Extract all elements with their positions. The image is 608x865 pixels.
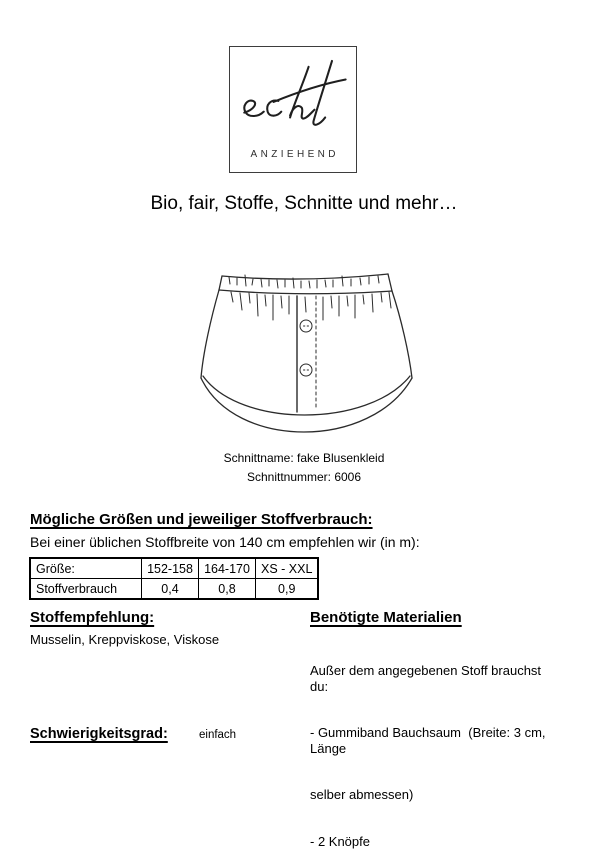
materials-line: selber abmessen) <box>310 787 414 802</box>
garment-sketch <box>195 268 417 442</box>
brand-logo-box <box>229 46 357 173</box>
brand-script-echt-icon <box>234 59 352 137</box>
sizes-section-heading: Mögliche Größen und jeweiliger Stoffverbrauch: <box>30 511 373 528</box>
materials-section-body <box>310 632 560 865</box>
materials-line: - 2 Knöpfe <box>310 833 370 849</box>
table-cell: 0,9 <box>256 579 319 600</box>
difficulty-value: einfach <box>199 729 237 741</box>
materials-section-heading: Benötigte Materialien <box>310 609 462 626</box>
table-cell-consumption-label: Stoffverbrauch <box>30 579 142 600</box>
table-cell: 0,4 <box>142 579 199 600</box>
table-row <box>30 558 318 579</box>
table-row <box>30 579 318 600</box>
table-cell: 0,8 <box>199 579 256 600</box>
pattern-number: Schnittnummer: 6006 <box>246 470 362 484</box>
table-cell-size-label: Größe: <box>30 558 142 579</box>
fabric-consumption-table <box>29 557 319 600</box>
materials-line: - Gummiband Bauchsaum (Breite: 3 cm, Länge <box>310 725 550 756</box>
table-cell: XS - XXL <box>256 558 319 579</box>
difficulty-heading: Schwierigkeitsgrad: <box>30 726 168 742</box>
sizes-section-intro: Bei einer üblichen Stoffbreite von 140 cm empfehlen wir (in m): <box>30 534 420 550</box>
fabric-section-heading: Stoffempfehlung: <box>30 609 155 626</box>
brand-wordmark: ANZIEHEND <box>250 149 339 160</box>
tagline: Bio, fair, Stoffe, Schnitte und mehr… <box>150 193 458 214</box>
table-cell: 164-170 <box>199 558 256 579</box>
materials-line: Außer dem angegebenen Stoff brauchst du: <box>310 663 545 694</box>
table-cell: 152-158 <box>142 558 199 579</box>
fabric-section-body: Musselin, Kreppviskose, Viskose <box>30 632 220 647</box>
pattern-name: Schnittname: fake Blusenkleid <box>223 451 385 465</box>
